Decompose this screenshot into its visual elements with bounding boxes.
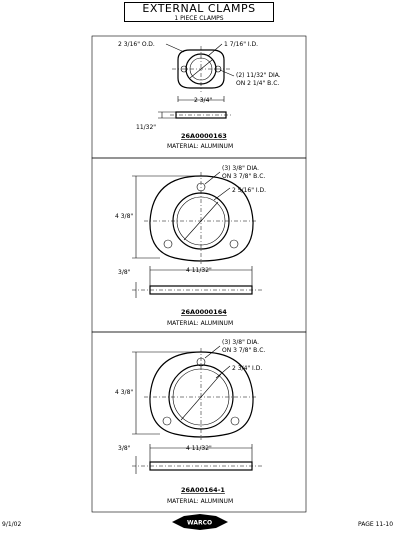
part-3-holes-label-2: ON 3 7/8" B.C. bbox=[222, 347, 266, 354]
part-1-drawing bbox=[158, 44, 234, 118]
part-3-number: 26A00164-1 bbox=[181, 486, 225, 494]
part-1-width-label: 2 3/4" bbox=[194, 97, 213, 104]
panel-3-frame bbox=[92, 332, 306, 512]
page-subtitle: 1 PIECE CLAMPS bbox=[174, 15, 224, 22]
part-3-id-leader bbox=[216, 366, 230, 378]
part-2-height-label: 4 3/8" bbox=[115, 213, 134, 220]
part-3-thickness-label: 3/8" bbox=[118, 445, 131, 452]
footer-page: PAGE 11-10 bbox=[358, 521, 394, 528]
part-3-id-label: 2 3/4" I.D. bbox=[232, 365, 263, 372]
part-3-material: MATERIAL: ALUMINUM bbox=[167, 498, 234, 505]
part-1-thickness-label: 11/32" bbox=[136, 124, 157, 131]
part-2-thickness-label: 3/8" bbox=[118, 269, 131, 276]
part-2-id-leader bbox=[214, 188, 230, 200]
part-1-holes-leader bbox=[220, 70, 234, 76]
part-2-hole-left bbox=[164, 240, 172, 248]
warco-logo bbox=[172, 514, 228, 530]
part-1-number: 26A0000163 bbox=[181, 132, 227, 140]
part-2-id-label: 2 5/16" I.D. bbox=[232, 187, 267, 194]
part-3-width-label: 4 11/32" bbox=[186, 445, 212, 452]
part-1-od-leader bbox=[166, 44, 184, 52]
part-1-material: MATERIAL: ALUMINUM bbox=[167, 143, 234, 150]
part-3-hole-left bbox=[163, 417, 171, 425]
part-3-holes-label-1: (3) 3/8" DIA. bbox=[222, 339, 260, 346]
part-1-holes-label-2: ON 2 1/4" B.C. bbox=[236, 80, 280, 87]
part-2-hole-right bbox=[230, 240, 238, 248]
part-1-holes-label-1: (2) 11/32" DIA. bbox=[236, 72, 281, 79]
part-1-od-label: 2 3/16" O.D. bbox=[118, 41, 155, 48]
part-2-number: 26A0000164 bbox=[181, 308, 227, 316]
part-2-width-label: 4 11/32" bbox=[186, 267, 212, 274]
part-2-holes-label-1: (3) 3/8" DIA. bbox=[222, 165, 260, 172]
warco-logo-text: WARCO bbox=[187, 519, 213, 527]
part-2-material: MATERIAL: ALUMINUM bbox=[167, 320, 234, 327]
footer-date: 9/1/02 bbox=[2, 521, 22, 528]
part-3-hole-right bbox=[231, 417, 239, 425]
page-title: EXTERNAL CLAMPS bbox=[142, 2, 256, 15]
part-1-id-label: 1 7/16" I.D. bbox=[224, 41, 259, 48]
part-2-holes-label-2: ON 3 7/8" B.C. bbox=[222, 173, 266, 180]
part-3-height-label: 4 3/8" bbox=[115, 389, 134, 396]
